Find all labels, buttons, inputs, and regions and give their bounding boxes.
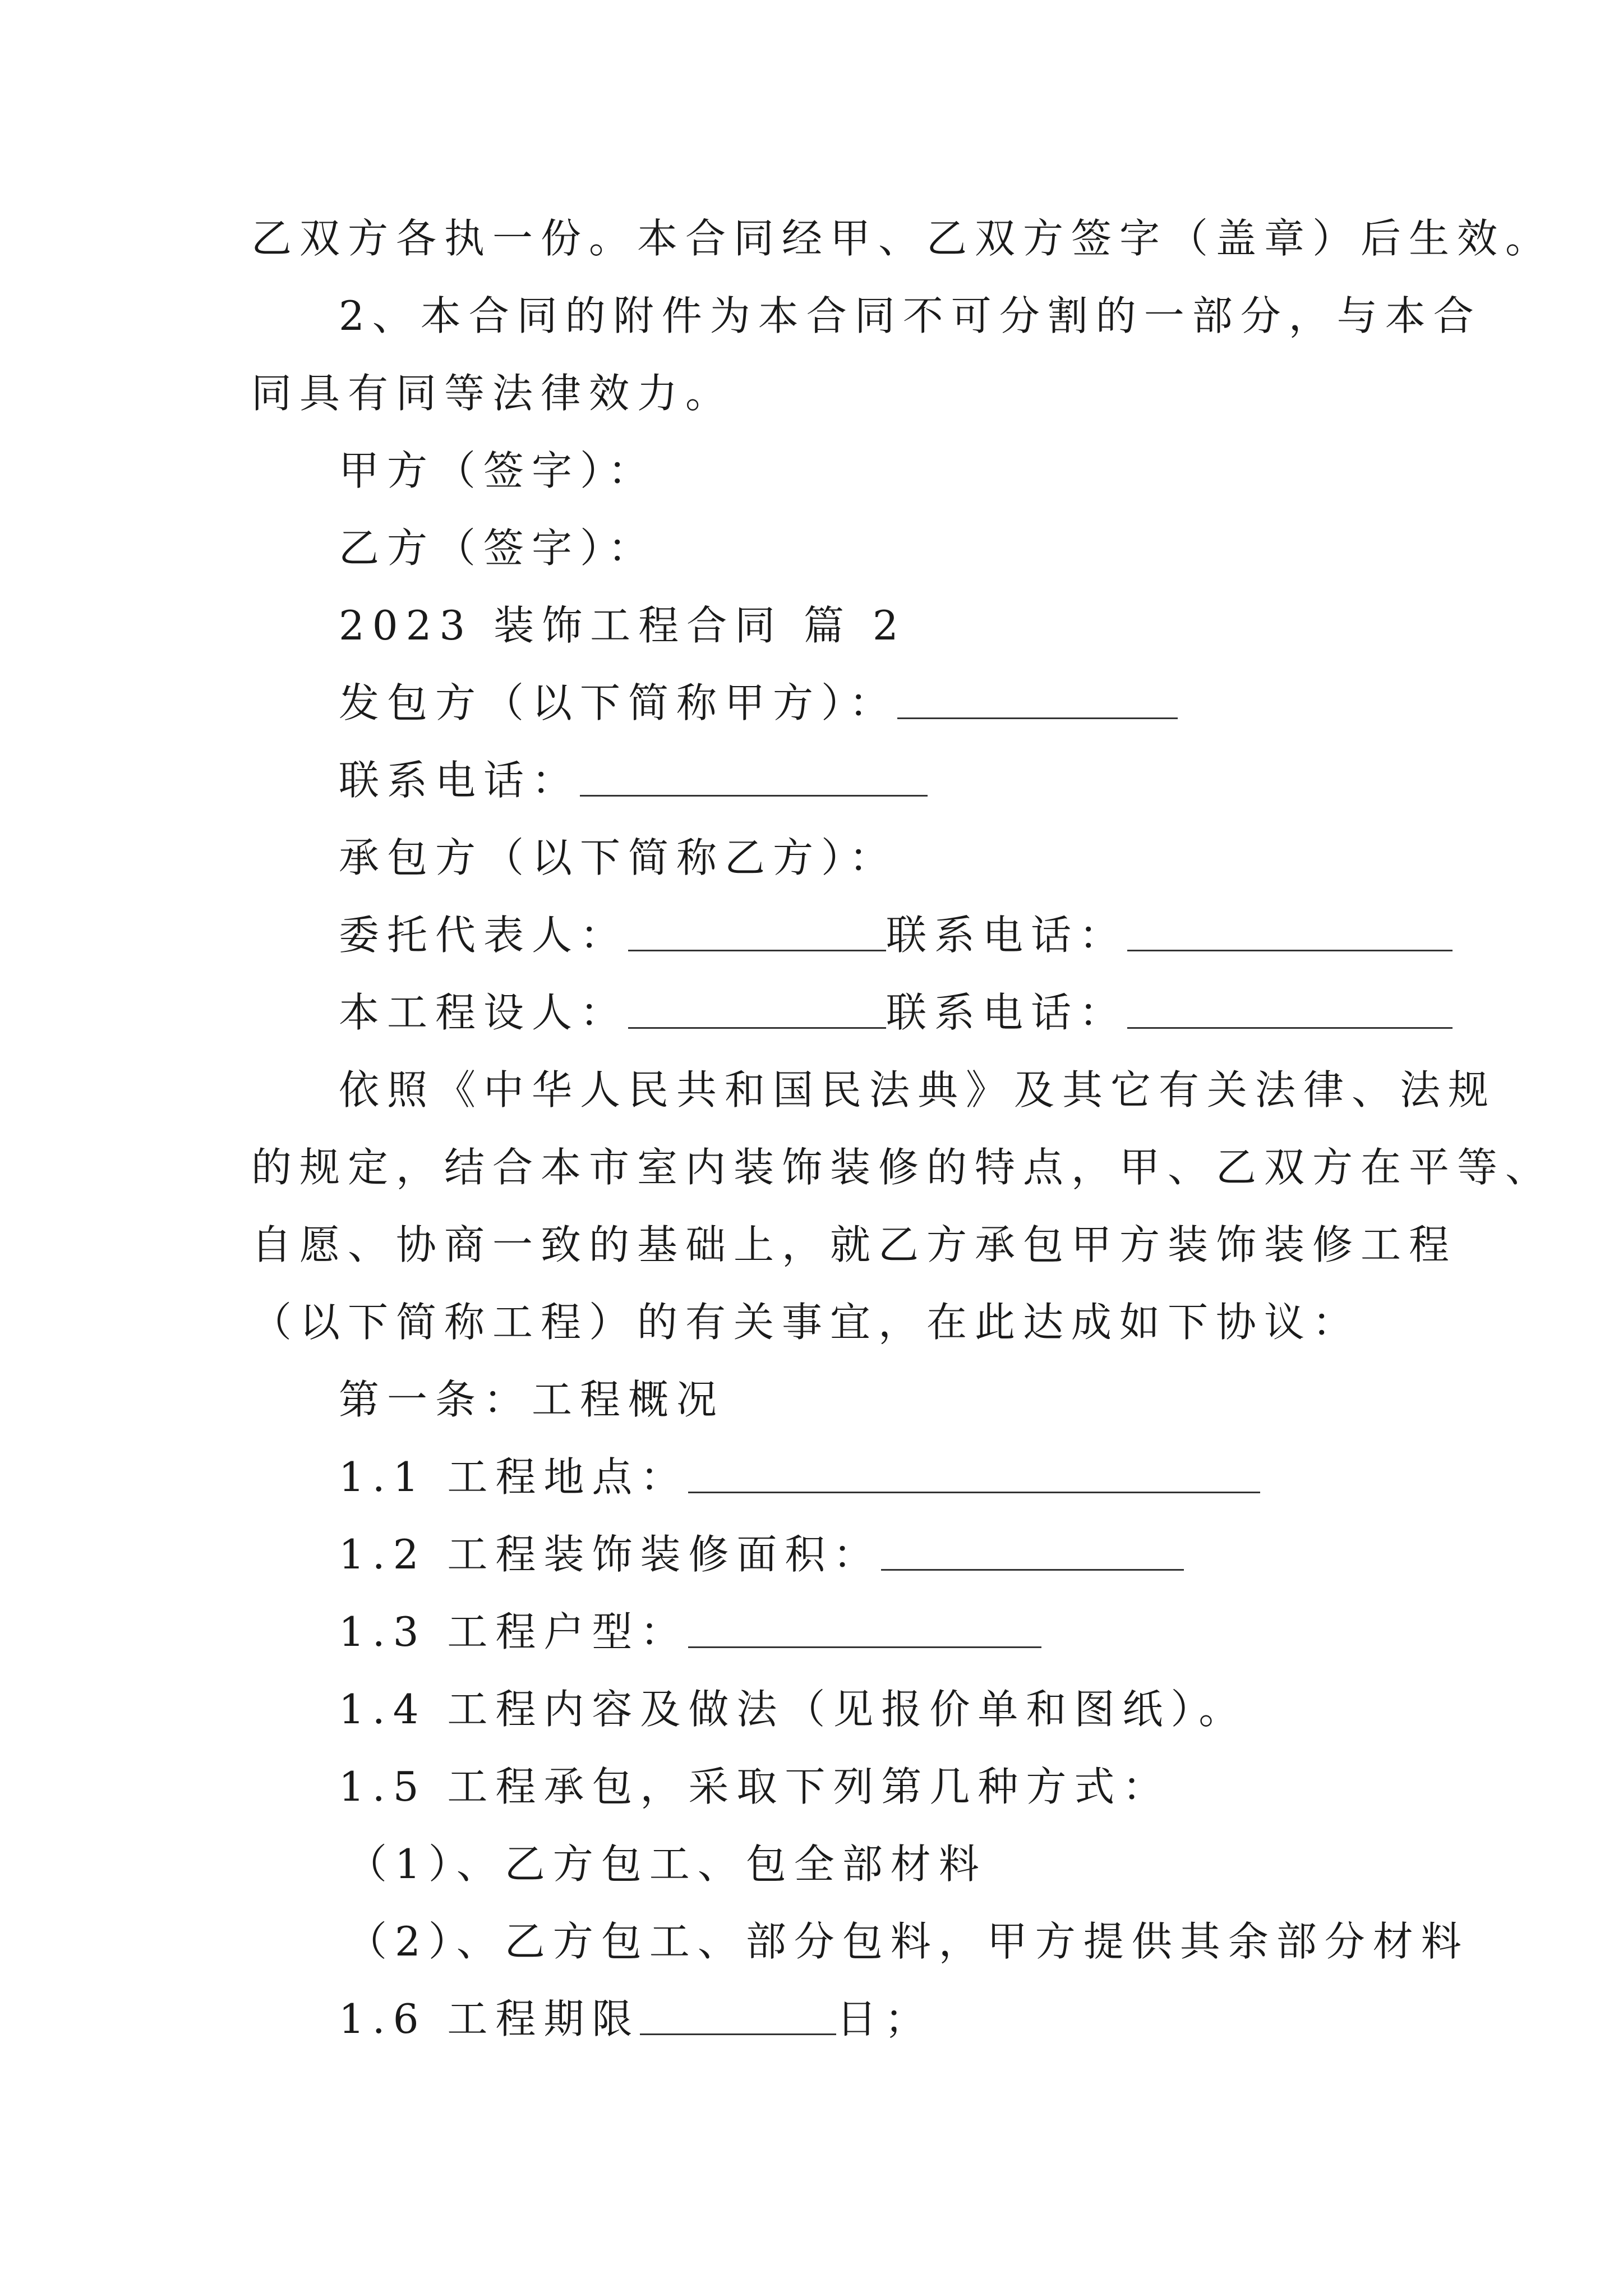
text: 1.4 工程内容及做法（见报价单和图纸）。 [339,1686,1247,1733]
text: 依照《中华人民共和国民法典》及其它有关法律、法规 [339,1066,1497,1114]
option-item [347,1833,987,1895]
blank-field [897,717,1178,719]
signature-line-party-a [339,440,656,501]
field-label: 承包方（以下简称乙方）： [339,834,898,881]
option-item [347,1911,1469,1972]
text: 的规定，结合本市室内装饰装修的特点，甲、乙双方在平等、 [251,1144,1554,1191]
blank-field [628,949,886,951]
field-label: 联系电话： [886,989,1128,1036]
field-line [339,1988,933,2050]
field-line [339,827,897,889]
text: 自愿、协商一致的基础上，就乙方承包甲方装饰装修工程 [251,1221,1458,1268]
text: 日； [836,1995,933,2042]
field-line [339,904,1453,966]
field-line [339,749,928,811]
text-line [339,1059,1496,1121]
text-line [251,208,1553,269]
text-line [251,1291,1361,1353]
field-label: 发包方（以下简称甲方）： [339,679,898,726]
field-line [339,1524,1184,1585]
section-heading [339,595,906,656]
text-line [251,1137,1553,1198]
field-label: 1.2 工程装饰装修面积： [339,1531,882,1578]
text: 第一条：工程概况 [339,1376,725,1423]
text-line [251,362,734,424]
field-label: 1.6 工程期限 [339,1995,640,2042]
text: 同具有同等法律效力。 [251,370,734,417]
text: （1）、乙方包工、包全部材料 [347,1841,987,1888]
blank-field [580,794,928,797]
field-label: 联系电话： [339,757,580,804]
field-line [339,982,1453,1043]
text-line [251,1214,1457,1276]
blank-field [881,1568,1184,1571]
text: 甲方（签字）： [339,447,657,494]
article-heading [339,1369,725,1430]
text-line [339,285,1482,347]
field-label: 1.3 工程户型： [339,1608,689,1655]
field-label: 委托代表人： [339,912,629,959]
field-line [339,1446,1260,1508]
field-label: 本工程设人： [339,989,629,1036]
blank-field [688,1491,1260,1493]
blank-field [1127,949,1453,951]
field-label: 1.1 工程地点： [339,1453,689,1501]
blank-field [688,1646,1041,1648]
blank-field [628,1027,886,1029]
text: 2、本合同的附件为本合同不可分割的一部分，与本合 [339,292,1482,339]
field-line [339,1601,1041,1663]
text: （以下简称工程）的有关事宜，在此达成如下协议： [251,1299,1361,1346]
text-line [339,1678,1247,1740]
text-line [339,1756,1170,1818]
text: （2）、乙方包工、部分包料，甲方提供其余部分材料 [347,1918,1469,1965]
text: 1.5 工程承包，采取下列第几种方式： [339,1763,1171,1810]
text: 乙双方各执一份。本合同经甲、乙双方签字（盖章）后生效。 [251,215,1554,262]
text: 2023 装饰工程合同 篇 2 [339,602,906,649]
signature-line-party-b [339,517,656,579]
blank-field [640,2033,836,2035]
field-line [339,672,1178,734]
blank-field [1127,1027,1453,1029]
field-label: 联系电话： [886,912,1128,959]
text: 乙方（签字）： [339,524,657,572]
